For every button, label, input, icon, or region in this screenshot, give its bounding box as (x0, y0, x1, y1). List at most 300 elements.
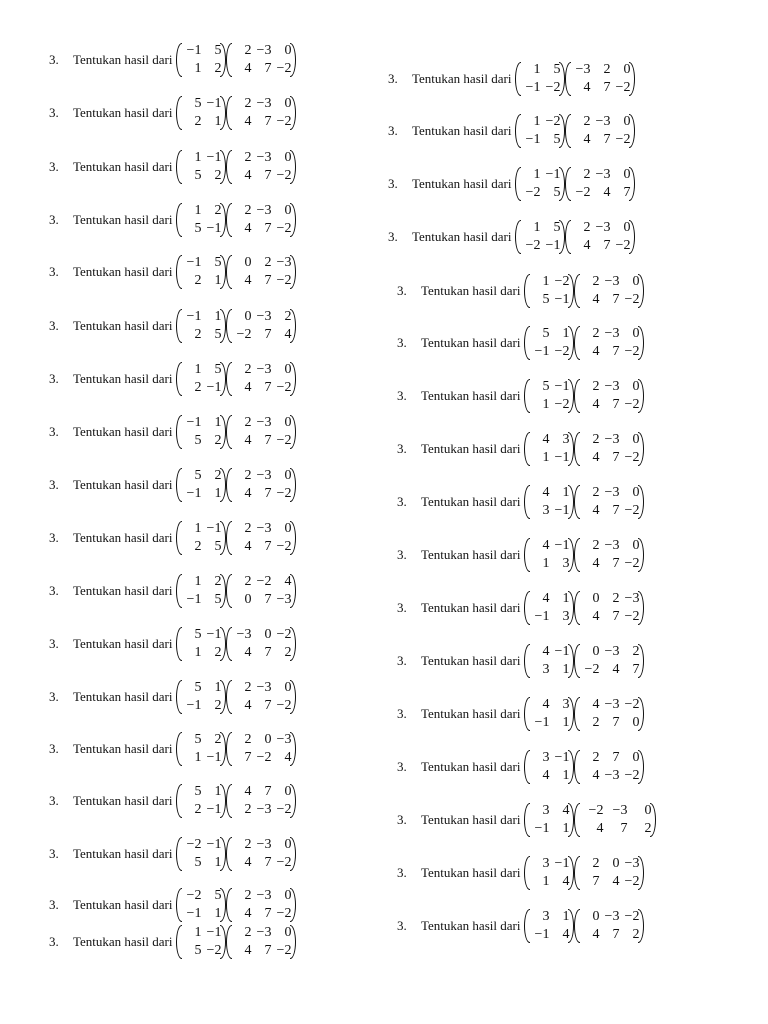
matrix-entry: 2 (592, 856, 600, 871)
exercise-item (49, 518, 296, 558)
matrix-entry: −1 (186, 255, 202, 270)
matrix-entry: 2 (194, 380, 202, 395)
item-number: 3. (397, 494, 407, 509)
matrix-entry: 3 (562, 556, 570, 571)
matrix-row (181, 379, 221, 397)
matrix-entry: 0 (284, 837, 292, 852)
matrix-row (529, 502, 569, 520)
matrix-entry: 5 (194, 221, 202, 236)
matrix-entry: 5 (553, 185, 561, 200)
matrix-row (181, 220, 221, 238)
matrix-entry: 5 (553, 62, 561, 77)
matrix-entry: 7 (612, 750, 620, 765)
matrix-entry: 2 (592, 538, 600, 553)
matrix-entry: 1 (562, 821, 570, 836)
matrix-row (181, 697, 221, 715)
matrix-entry: 0 (284, 203, 292, 218)
matrix-entry: 7 (612, 715, 620, 730)
exercise-item (49, 729, 296, 769)
matrix-b (226, 467, 296, 503)
matrix-entry: −3 (256, 802, 272, 817)
matrix-entry: 5 (194, 433, 202, 448)
matrix-entry: −2 (186, 888, 202, 903)
matrix-entry: 0 (623, 167, 631, 182)
matrix-entry: 4 (562, 927, 570, 942)
matrix-entry: 4 (244, 855, 252, 870)
item-number: 3. (397, 759, 407, 774)
matrix-entry: 4 (583, 238, 591, 253)
matrix-entry: 1 (542, 450, 550, 465)
matrix-entry: 5 (194, 627, 202, 642)
matrix-entry: 3 (542, 750, 550, 765)
question-text: Tentukan hasil dari (421, 706, 521, 721)
matrix-entry: 7 (264, 698, 272, 713)
matrix-entry: 1 (533, 114, 541, 129)
matrix-entry: 1 (562, 768, 570, 783)
matrix-entry: −2 (554, 274, 570, 289)
matrix-entry: 2 (592, 379, 600, 394)
matrix-b (574, 325, 644, 361)
matrix-entry: 7 (632, 662, 640, 677)
matrix-entry: 2 (194, 273, 202, 288)
matrix-entry: −3 (604, 379, 620, 394)
matrix-entry: 2 (592, 274, 600, 289)
matrix-entry: −3 (256, 43, 272, 58)
item-number: 3. (49, 741, 59, 756)
matrix-row (520, 131, 560, 149)
matrix-b (574, 431, 644, 467)
matrix-entry: 1 (214, 784, 222, 799)
matrix-entry: 4 (244, 784, 252, 799)
matrix-row (579, 926, 639, 944)
matrix-entry: 4 (592, 556, 600, 571)
matrix-entry: −2 (276, 486, 292, 501)
matrix-entry: 5 (214, 43, 222, 58)
exercise-item (49, 885, 296, 925)
matrix-row (231, 361, 291, 379)
matrix-entry: −3 (604, 485, 620, 500)
matrix-row (231, 202, 291, 220)
item-number: 3. (397, 812, 407, 827)
matrix-entry: 7 (592, 874, 600, 889)
matrix-entry: 1 (214, 680, 222, 695)
matrix-entry: −2 (584, 662, 600, 677)
matrix-entry: −1 (525, 80, 541, 95)
matrix-a (176, 467, 226, 503)
matrix-entry: −3 (612, 803, 628, 818)
matrix-a (524, 378, 574, 414)
matrix-entry: −2 (624, 909, 640, 924)
matrix-b (226, 836, 296, 872)
exercise-item (397, 694, 644, 734)
matrix-b (226, 95, 296, 131)
matrix-entry: 4 (592, 397, 600, 412)
matrix-entry: 0 (592, 644, 600, 659)
matrix-entry: −2 (276, 802, 292, 817)
matrix-a (524, 431, 574, 467)
matrix-row (529, 537, 569, 555)
matrix-entry: 0 (284, 468, 292, 483)
matrix-entry: −3 (256, 837, 272, 852)
matrix-entry: 2 (214, 732, 222, 747)
matrix-b (226, 520, 296, 556)
exercise-item (397, 376, 644, 416)
matrix-b (565, 61, 635, 97)
item-number: 3. (388, 71, 398, 86)
matrix-row (520, 237, 560, 255)
matrix-entry: 2 (244, 362, 252, 377)
matrix-entry: 0 (284, 925, 292, 940)
exercise-item (397, 271, 644, 311)
exercise-item (388, 111, 635, 151)
item-number: 3. (49, 897, 59, 912)
matrix-entry: −3 (256, 362, 272, 377)
matrix-entry: 7 (623, 185, 631, 200)
matrix-row (231, 854, 291, 872)
exercise-item (397, 429, 644, 469)
matrix-entry: 4 (542, 432, 550, 447)
question-text: Tentukan hasil dari (73, 636, 173, 651)
matrix-row (181, 924, 221, 942)
matrix-row (231, 272, 291, 290)
matrix-entry: 0 (632, 432, 640, 447)
matrix-entry: −2 (575, 185, 591, 200)
matrix-row (579, 273, 639, 291)
matrix-a (524, 484, 574, 520)
matrix-entry: −3 (276, 592, 292, 607)
question-text: Tentukan hasil dari (421, 812, 521, 827)
matrix-row (181, 942, 221, 960)
matrix-b (226, 731, 296, 767)
matrix-row (529, 273, 569, 291)
matrix-entry: 2 (194, 539, 202, 554)
matrix-row (529, 378, 569, 396)
matrix-row (181, 42, 221, 60)
matrix-row (529, 396, 569, 414)
matrix-entry: 3 (542, 856, 550, 871)
matrix-entry: −2 (276, 168, 292, 183)
matrix-entry: 2 (214, 698, 222, 713)
matrix-entry: 0 (592, 909, 600, 924)
matrix-row (231, 254, 291, 272)
matrix-entry: 0 (632, 715, 640, 730)
matrix-entry: 2 (284, 309, 292, 324)
matrix-entry: 0 (632, 274, 640, 289)
matrix-entry: 7 (244, 750, 252, 765)
matrix-entry: −1 (206, 521, 222, 536)
matrix-entry: 1 (194, 750, 202, 765)
matrix-entry: −2 (545, 80, 561, 95)
question-text: Tentukan hasil dari (73, 897, 173, 912)
matrix-entry: 2 (632, 927, 640, 942)
matrix-entry: −2 (276, 855, 292, 870)
matrix-entry: 1 (194, 521, 202, 536)
matrix-row (231, 573, 291, 591)
matrix-row (570, 166, 630, 184)
matrix-entry: 4 (542, 485, 550, 500)
matrix-entry: 2 (603, 62, 611, 77)
matrix-a (176, 149, 226, 185)
exercise-item (397, 588, 644, 628)
exercise-item (49, 200, 296, 240)
matrix-entry: 0 (284, 521, 292, 536)
matrix-entry: 0 (264, 627, 272, 642)
matrix-entry: −2 (624, 768, 640, 783)
matrix-entry: −2 (276, 273, 292, 288)
matrix-row (520, 166, 560, 184)
item-number: 3. (49, 793, 59, 808)
matrix-entry: −2 (545, 114, 561, 129)
matrix-a (176, 308, 226, 344)
exercise-item (397, 323, 644, 363)
matrix-entry: −1 (206, 150, 222, 165)
matrix-entry: 2 (194, 802, 202, 817)
matrix-entry: 1 (194, 203, 202, 218)
matrix-row (181, 432, 221, 450)
matrix-row (579, 661, 639, 679)
matrix-row (231, 626, 291, 644)
matrix-entry: −3 (595, 114, 611, 129)
matrix-a (176, 42, 226, 78)
question-text: Tentukan hasil dari (73, 934, 173, 949)
matrix-row (181, 783, 221, 801)
matrix-a (524, 537, 574, 573)
matrix-entry: 4 (284, 750, 292, 765)
matrix-row (181, 326, 221, 344)
item-number: 3. (388, 176, 398, 191)
matrix-row (181, 887, 221, 905)
question-text: Tentukan hasil dari (73, 846, 173, 861)
matrix-entry: 0 (284, 43, 292, 58)
matrix-entry: −3 (604, 697, 620, 712)
matrix-entry: 4 (562, 803, 570, 818)
matrix-entry: −1 (186, 415, 202, 430)
matrix-entry: −2 (276, 698, 292, 713)
matrix-entry: 0 (244, 309, 252, 324)
question-text: Tentukan hasil dari (73, 159, 173, 174)
matrix-entry: 2 (244, 888, 252, 903)
matrix-entry: 4 (244, 645, 252, 660)
matrix-entry: 1 (214, 486, 222, 501)
item-number: 3. (397, 865, 407, 880)
matrix-entry: 0 (284, 415, 292, 430)
matrix-a (515, 113, 565, 149)
matrix-row (579, 502, 639, 520)
matrix-entry: 7 (264, 906, 272, 921)
matrix-entry: 0 (284, 96, 292, 111)
matrix-row (570, 131, 630, 149)
matrix-row (579, 908, 639, 926)
matrix-row (579, 431, 639, 449)
matrix-a (176, 520, 226, 556)
matrix-entry: 7 (620, 821, 628, 836)
matrix-entry: 4 (596, 821, 604, 836)
matrix-entry: −3 (256, 888, 272, 903)
matrix-entry: −3 (604, 644, 620, 659)
matrix-entry: 5 (194, 943, 202, 958)
matrix-entry: −2 (525, 238, 541, 253)
matrix-entry: 5 (214, 255, 222, 270)
matrix-row (579, 820, 651, 838)
matrix-row (529, 820, 569, 838)
matrix-entry: 0 (632, 750, 640, 765)
matrix-a (176, 836, 226, 872)
matrix-row (181, 836, 221, 854)
matrix-entry: −2 (624, 503, 640, 518)
matrix-entry: 5 (194, 732, 202, 747)
matrix-a (176, 887, 226, 923)
matrix-a (176, 626, 226, 662)
matrix-entry: 2 (214, 433, 222, 448)
question-text: Tentukan hasil dari (73, 424, 173, 439)
matrix-a (176, 361, 226, 397)
question-text: Tentukan hasil dari (73, 689, 173, 704)
matrix-entry: 2 (264, 255, 272, 270)
matrix-entry: −2 (236, 327, 252, 342)
matrix-entry: 5 (553, 220, 561, 235)
matrix-a (524, 749, 574, 785)
matrix-row (520, 61, 560, 79)
matrix-a (176, 202, 226, 238)
item-number: 3. (49, 52, 59, 67)
question-text: Tentukan hasil dari (421, 547, 521, 562)
question-text: Tentukan hasil dari (421, 865, 521, 880)
matrix-entry: −2 (276, 627, 292, 642)
matrix-entry: 2 (592, 485, 600, 500)
matrix-b (574, 908, 644, 944)
matrix-a (176, 414, 226, 450)
matrix-entry: −1 (554, 292, 570, 307)
matrix-row (231, 467, 291, 485)
matrix-b (574, 484, 644, 520)
matrix-entry: −2 (276, 906, 292, 921)
matrix-entry: 7 (264, 486, 272, 501)
question-text: Tentukan hasil dari (421, 388, 521, 403)
matrix-a (176, 573, 226, 609)
matrix-entry: −2 (256, 574, 272, 589)
matrix-row (231, 924, 291, 942)
matrix-row (231, 749, 291, 767)
matrix-entry: −3 (256, 680, 272, 695)
matrix-b (226, 414, 296, 450)
matrix-row (529, 873, 569, 891)
matrix-entry: 3 (542, 803, 550, 818)
matrix-row (181, 626, 221, 644)
matrix-entry: 2 (244, 837, 252, 852)
matrix-entry: 0 (284, 150, 292, 165)
matrix-b (226, 254, 296, 290)
matrix-row (231, 42, 291, 60)
matrix-row (181, 467, 221, 485)
exercise-item (49, 781, 296, 821)
question-text: Tentukan hasil dari (421, 600, 521, 615)
exercise-item (49, 677, 296, 717)
matrix-b (226, 626, 296, 662)
matrix-entry: 7 (264, 433, 272, 448)
matrix-entry: −3 (604, 768, 620, 783)
matrix-entry: −3 (256, 521, 272, 536)
matrix-row (579, 696, 639, 714)
matrix-entry: 2 (214, 468, 222, 483)
matrix-entry: −2 (615, 80, 631, 95)
matrix-entry: 1 (533, 167, 541, 182)
matrix-row (579, 537, 639, 555)
matrix-entry: −1 (554, 538, 570, 553)
matrix-entry: 7 (603, 80, 611, 95)
matrix-entry: 5 (194, 96, 202, 111)
matrix-entry: 1 (194, 574, 202, 589)
matrix-row (181, 905, 221, 923)
matrix-row (529, 343, 569, 361)
matrix-entry: 7 (603, 132, 611, 147)
matrix-row (181, 414, 221, 432)
matrix-a (176, 254, 226, 290)
matrix-entry: 2 (632, 644, 640, 659)
matrix-row (181, 308, 221, 326)
matrix-row (181, 167, 221, 185)
matrix-entry: −1 (554, 856, 570, 871)
question-text: Tentukan hasil dari (73, 105, 173, 120)
matrix-a (524, 855, 574, 891)
matrix-row (520, 184, 560, 202)
matrix-entry: 4 (244, 273, 252, 288)
exercise-item (49, 571, 296, 611)
matrix-entry: 4 (244, 486, 252, 501)
matrix-a (176, 679, 226, 715)
matrix-row (231, 644, 291, 662)
matrix-a (524, 273, 574, 309)
matrix-entry: −2 (276, 539, 292, 554)
matrix-entry: −1 (534, 715, 550, 730)
matrix-entry: 3 (542, 503, 550, 518)
matrix-row (231, 167, 291, 185)
matrix-entry: 1 (194, 645, 202, 660)
matrix-row (529, 767, 569, 785)
matrix-entry: 3 (542, 662, 550, 677)
matrix-entry: 7 (264, 168, 272, 183)
matrix-entry: 4 (244, 114, 252, 129)
matrix-entry: 5 (194, 168, 202, 183)
matrix-entry: 2 (244, 521, 252, 536)
matrix-a (524, 802, 574, 838)
matrix-entry: 7 (264, 943, 272, 958)
matrix-entry: 2 (244, 43, 252, 58)
item-number: 3. (397, 600, 407, 615)
matrix-entry: −3 (256, 96, 272, 111)
matrix-entry: −1 (525, 132, 541, 147)
matrix-entry: −1 (534, 927, 550, 942)
item-number: 3. (49, 636, 59, 651)
matrix-entry: 1 (562, 715, 570, 730)
matrix-entry: 1 (562, 591, 570, 606)
matrix-row (579, 343, 639, 361)
matrix-entry: 4 (583, 132, 591, 147)
matrix-entry: 0 (632, 379, 640, 394)
matrix-b (226, 202, 296, 238)
matrix-row (579, 484, 639, 502)
matrix-b (226, 924, 296, 960)
matrix-row (181, 749, 221, 767)
matrix-entry: 2 (583, 220, 591, 235)
matrix-entry: 4 (542, 591, 550, 606)
matrix-entry: −1 (534, 821, 550, 836)
matrix-b (565, 219, 635, 255)
matrix-row (181, 679, 221, 697)
matrix-a (176, 783, 226, 819)
matrix-row (231, 783, 291, 801)
matrix-entry: −1 (554, 503, 570, 518)
matrix-row (231, 942, 291, 960)
